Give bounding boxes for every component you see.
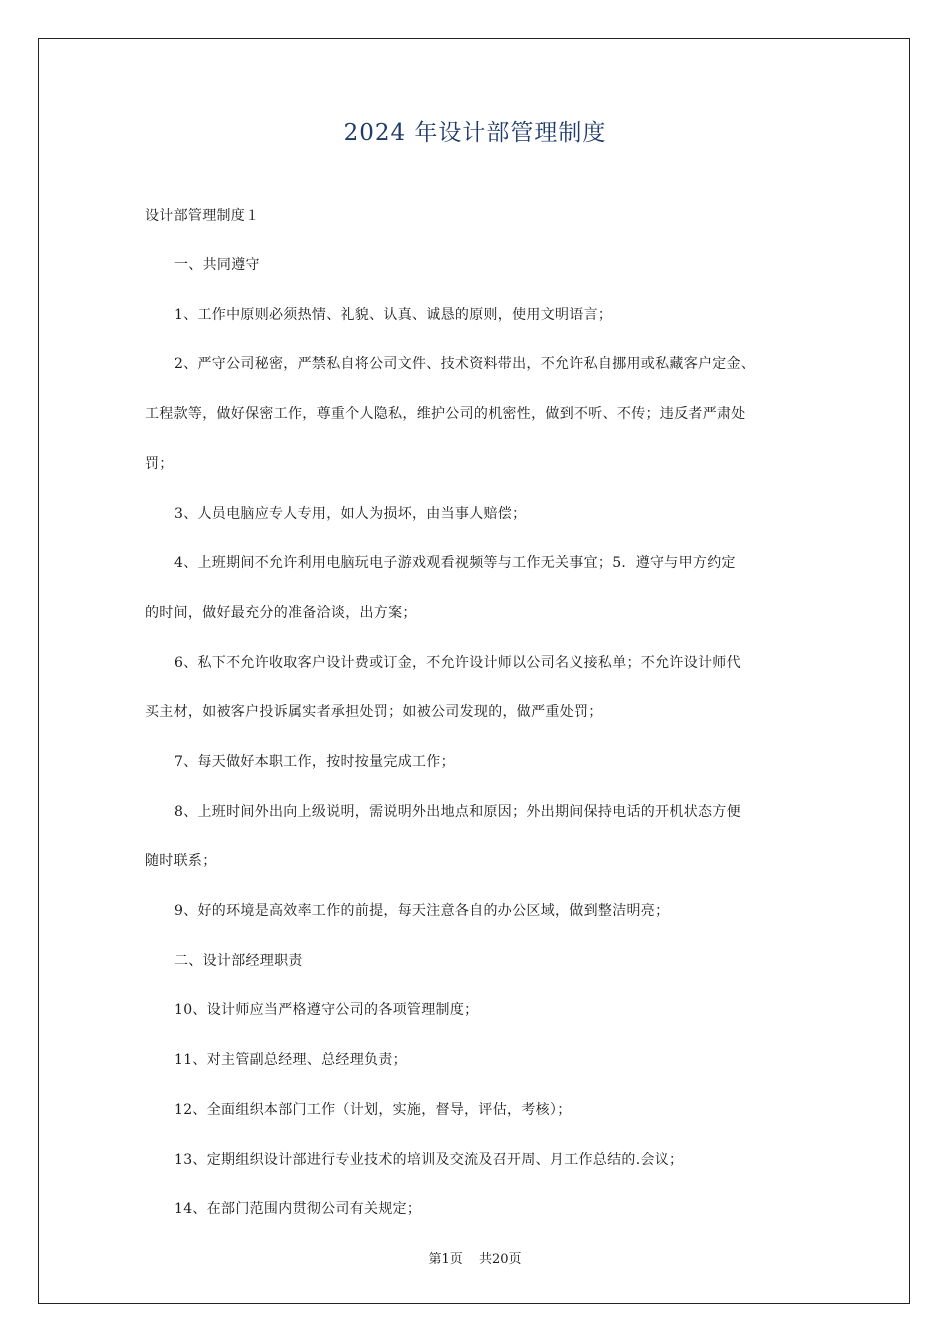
paragraph-line: 11、对主管副总经理、总经理负责； xyxy=(174,1052,407,1068)
page-number-total: 共20页 xyxy=(478,1252,522,1267)
paragraph-line: 13、定期组织设计部进行专业技术的培训及交流及召开周、月工作总结的.会议； xyxy=(174,1152,684,1168)
paragraph-line: 9、好的环境是高效率工作的前提，每天注意各自的办公区域，做到整洁明亮； xyxy=(174,903,670,919)
page-footer xyxy=(0,1248,950,1267)
paragraph-line: 随时联系； xyxy=(145,853,217,869)
document-title: 2024 年设计部管理制度 xyxy=(343,120,607,146)
paragraph-line: 8、上班时间外出向上级说明，需说明外出地点和原因；外出期间保持电话的开机状态方便 xyxy=(174,804,741,820)
paragraph-line: 1、工作中原则必须热情、礼貌、认真、诚恳的原则，使用文明语言； xyxy=(174,307,613,323)
heading-manager-duties: 二、设计部经理职责 xyxy=(174,953,303,969)
paragraph-line: 14、在部门范围内贯彻公司有关规定； xyxy=(174,1201,422,1217)
paragraph-line: 12、全面组织本部门工作（计划，实施，督导，评估，考核）； xyxy=(174,1102,572,1118)
section-title: 设计部管理制度１ xyxy=(145,208,260,224)
paragraph-line: 4、上班期间不允许利用电脑玩电子游戏观看视频等与工作无关事宜；5．遵守与甲方约定 xyxy=(174,555,736,571)
paragraph-line: 罚； xyxy=(145,456,174,472)
paragraph-line: 工程款等，做好保密工作，尊重个人隐私，维护公司的机密性，做到不听、不传；违反者严肃处 xyxy=(145,406,746,422)
paragraph-line: 7、每天做好本职工作，按时按量完成工作； xyxy=(174,754,455,770)
paragraph-line: 10、设计师应当严格遵守公司的各项管理制度； xyxy=(174,1002,479,1018)
paragraph-line: 的时间，做好最充分的准备洽谈，出方案； xyxy=(145,605,417,621)
paragraph-line: 买主材，如被客户投诉属实者承担处罚；如被公司发现的，做严重处罚； xyxy=(145,704,603,720)
page-number-current: 第1页 xyxy=(428,1252,463,1267)
heading-common-rules: 一、共同遵守 xyxy=(174,257,260,273)
paragraph-line: 2、严守公司秘密，严禁私自将公司文件、技术资料带出，不允许私自挪用或私藏客户定金、 xyxy=(174,356,756,372)
paragraph-line: 6、私下不允许收取客户设计费或订金，不允许设计师以公司名义接私单；不允许设计师代 xyxy=(174,655,741,671)
paragraph-line: 3、人员电脑应专人专用，如人为损坏，由当事人赔偿； xyxy=(174,506,527,522)
